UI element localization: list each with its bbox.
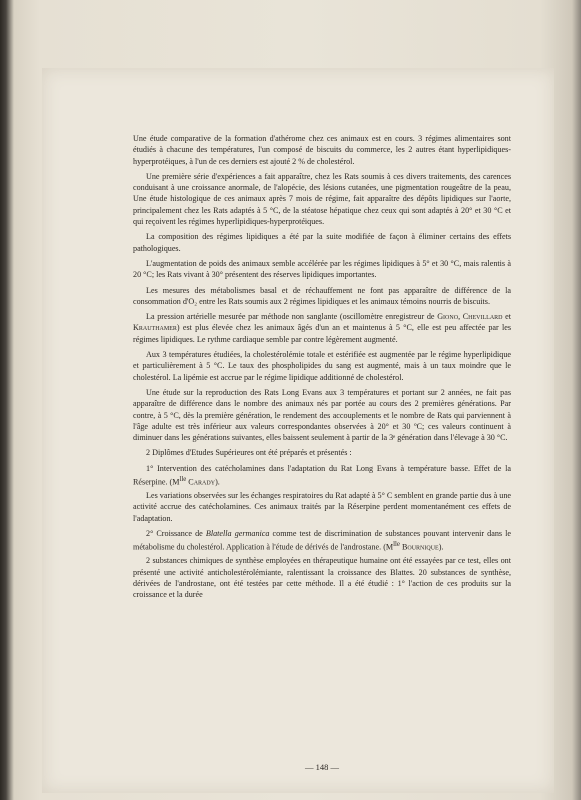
paragraph-cholesterolemie: Aux 3 températures étudiées, la cholestérolémie totale et estérifiée est augmentée par le régime hyperlipidique et particulièrement à 5 °C. Le taux des phospholipides du sang est augmenté, mais à un taux moindre que le cholestérol. La lipémie est accrue par le régime lipidique additionné de cholestérol. [133,350,511,382]
paragraph-premiere-serie: Une première série d'expériences a fait apparaître, chez les Rats soumis à ces divers traitements, des carences conduisant à une croissance anormale, de l'alopécie, des lésions cutanées, une pigmentation rougeâtre de la peau, Une étude histologique de ces animaux après 7 mois de régime, fait apparaître des dépôts lipidiques sur l'aorte, principalement chez les Rats adaptés à 5 °C, de la stéatose hépatique chez ceux qui sont adaptés à 20° et 30 °C et qui reçoivent les régimes hyperlipidiques-hyperprotéiques. [133,171,511,227]
paragraph-augmentation-poids: L'augmentation de poids des animaux semble accélérée par les régimes lipidiques à 5° et 30 °C, mais ralentis à 20 °C; les Rats vivant à 30° présentent des réserves lipidiques importantes. [133,258,511,280]
author-name: Carady [188,477,216,487]
author-name: Chevillard [462,312,503,322]
page-number: — 148 — [305,762,339,772]
list-item: 1° Intervention des catécholamines dans l'adaptation du Rat Long Evans à température basse. Effet de la Réserpine. ($M^{lle}$ Carady). [133,463,511,487]
author-name: Bournique [401,542,439,552]
paragraph-variations: Les variations observées sur les échanges respiratoires du Rat adapté à 5° C semblent en grande partie dus à une activité accrue des catécholamines. Ces animaux traités par la Réserpine perdent momentanément ces effets de l'adaptation. [133,491,511,523]
paragraph-athérome: Une étude comparative de la formation d'athérome chez ces animaux est en cours. 3 régimes alimentaires sont étudiés à chacune des températures, l'un composé de biscuits du commerce, les 2 autres étant hyperlipidiques-hyperprotéiques, à l'un de ces derniers est ajouté 2 % de cholestérol. [133,134,511,166]
author-name: Giono [437,312,459,322]
body-text [133,133,511,604]
list-item: 2° Croissance de Blatella germanica comme test de discrimination de substances pouvant intervenir dans le métabolisme du cholestérol. Application à l'étude de dérivés de l'androstane. ($M^{lle}$ Bournique). [133,528,512,552]
paragraph-composition: La composition des régimes lipidiques a été par la suite modifiée de façon à éliminer certains des effets pathologiques. [133,232,511,253]
paragraph-metabolismes: Les mesures des métabolismes basal et de réchauffement ne font pas apparaître de différence de la consommation d'O₂ entre les Rats soumis aux 2 régimes lipidiques et les animaux témoins nourris de biscuits. [133,285,511,306]
paragraph-diplomes: 2 Diplômes d'Etudes Supérieures ont été préparés et présentés : [146,448,352,458]
paragraph-reproduction: Une étude sur la reproduction des Rats Long Evans aux 3 températures et portant sur 2 années, ne fait pas apparaître de différence dans le nombre des animaux nés par portée au cours des 2 premières générations. Par contre, à 5 °C, dès la première génération, le rendement des accouplements et le nombre de Rats qui parviennent à l'âge adulte est très inférieur aux valeurs correspondantes observées à 20° et 30 ºC; ces valeurs continuent à diminuer dans les générations suivantes, elles baissent seulement à partir de la 3ᵉ génération dans l'élevage à 30 °C. [133,387,511,443]
species-name: Blatella germanica [205,528,270,538]
paragraph-substances: 2 substances chimiques de synthèse employées en thérapeutique humaine ont été essayées par ce test, elles ont présenté une activité anticholestérolémiante, ralentissant la croissance des Blattes. 20 substances de synthèse, dérivées de l'androstane, ont été testées par cette méthode. Il a été étudié : 1° l'action de ces produits sur la croissance et la durée [133,556,511,600]
author-name: Krauthamer [133,323,177,333]
paragraph-pression: La pression artérielle mesurée par méthode non sanglante (oscillomètre enregistreur de Giono, Chevillard et Krauthamer) est plus élevée chez les animaux âgés d'un an et maintenus à 5 °C, elle est peu affectée par les régimes lipidiques. Le rythme cardiaque semble par contre légèrement augmenté. [133,312,511,344]
